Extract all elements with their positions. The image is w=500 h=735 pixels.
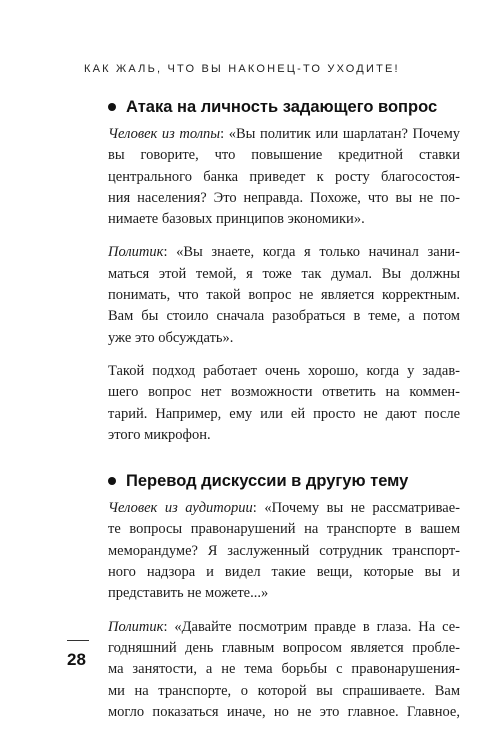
text-line: ма занятости, а не тема борьбы с правонарушения- [108, 661, 460, 678]
text-line: могло показаться иначе, но не это главное. Главное, [108, 703, 460, 720]
text-line: годняшний день главным вопросом является пробле- [108, 639, 460, 656]
text-line: те вопросы правонарушений на транспорте в вашем [108, 521, 460, 538]
text-line: представить не можете...» [108, 585, 269, 602]
bullet-icon [108, 103, 116, 111]
text-line: Политик: «Давайте посмотрим правде в глаза. На се- [108, 618, 460, 635]
text-line: Человек из толпы: «Вы политик или шарлатан? Почему [108, 126, 460, 142]
text-line: меморандуме? Я заслуженный сотрудник транспорт- [108, 542, 460, 559]
speaker-label: Человек из толпы [108, 126, 221, 142]
page-number: 28 [67, 650, 86, 669]
paragraph [108, 361, 460, 446]
speaker-label: Человек из аудитории [108, 500, 253, 517]
section-heading-text: Атака на личность задающего вопрос [126, 98, 438, 116]
text-line: нимаете базовых принципов экономики». [108, 211, 365, 228]
paragraph [108, 242, 460, 348]
text-line: шего вопрос нет возможности ответить на коммен- [108, 384, 460, 401]
section-heading [108, 96, 460, 118]
speaker-label: Политик [108, 618, 164, 635]
page-body [108, 94, 460, 735]
text-line: уже это обсуждать». [108, 329, 234, 346]
text-line: тарий. Например, ему или ей просто не дают после [108, 405, 460, 422]
text-line: ния населения? Это неправда. Похоже, что вы не по- [108, 189, 460, 206]
bullet-icon [108, 477, 116, 485]
text-line: ного надзора и видел такие вещи, которые вы и [108, 564, 460, 581]
text-line: понимать, что такой вопрос не является корректным. [108, 287, 460, 304]
text-line: Такой подход работает очень хорошо, когда у задав- [108, 362, 460, 379]
text-line: маться этой темой, я тоже так думал. Вы должны [108, 265, 460, 282]
paragraph [108, 498, 460, 604]
speaker-label: Политик [108, 244, 164, 261]
text-line: Человек из аудитории: «Почему вы не рассматривае- [108, 500, 460, 517]
text-line: Вам бы стоило сначала разобраться в теме, а потом [108, 308, 460, 325]
text-line: Политик: «Вы знаете, когда я только начинал зани- [108, 244, 460, 261]
text-line: вы говорите, что повышение кредитной ставки [108, 147, 460, 164]
footer-rule [67, 640, 89, 641]
paragraph [108, 124, 460, 230]
text-line: ми на транспорте, о которой вы спрашиваете. Вам [108, 682, 460, 699]
text-line: этого микрофон. [108, 426, 211, 443]
paragraph [108, 617, 460, 723]
section-heading [108, 470, 460, 492]
section-heading-text: Перевод дискуссии в другую тему [126, 472, 409, 491]
text-line: центрального банка приведет к росту благосостоя- [108, 168, 460, 185]
running-head: КАК ЖАЛЬ, ЧТО ВЫ НАКОНЕЦ-ТО УХОДИТЕ! [84, 63, 400, 75]
